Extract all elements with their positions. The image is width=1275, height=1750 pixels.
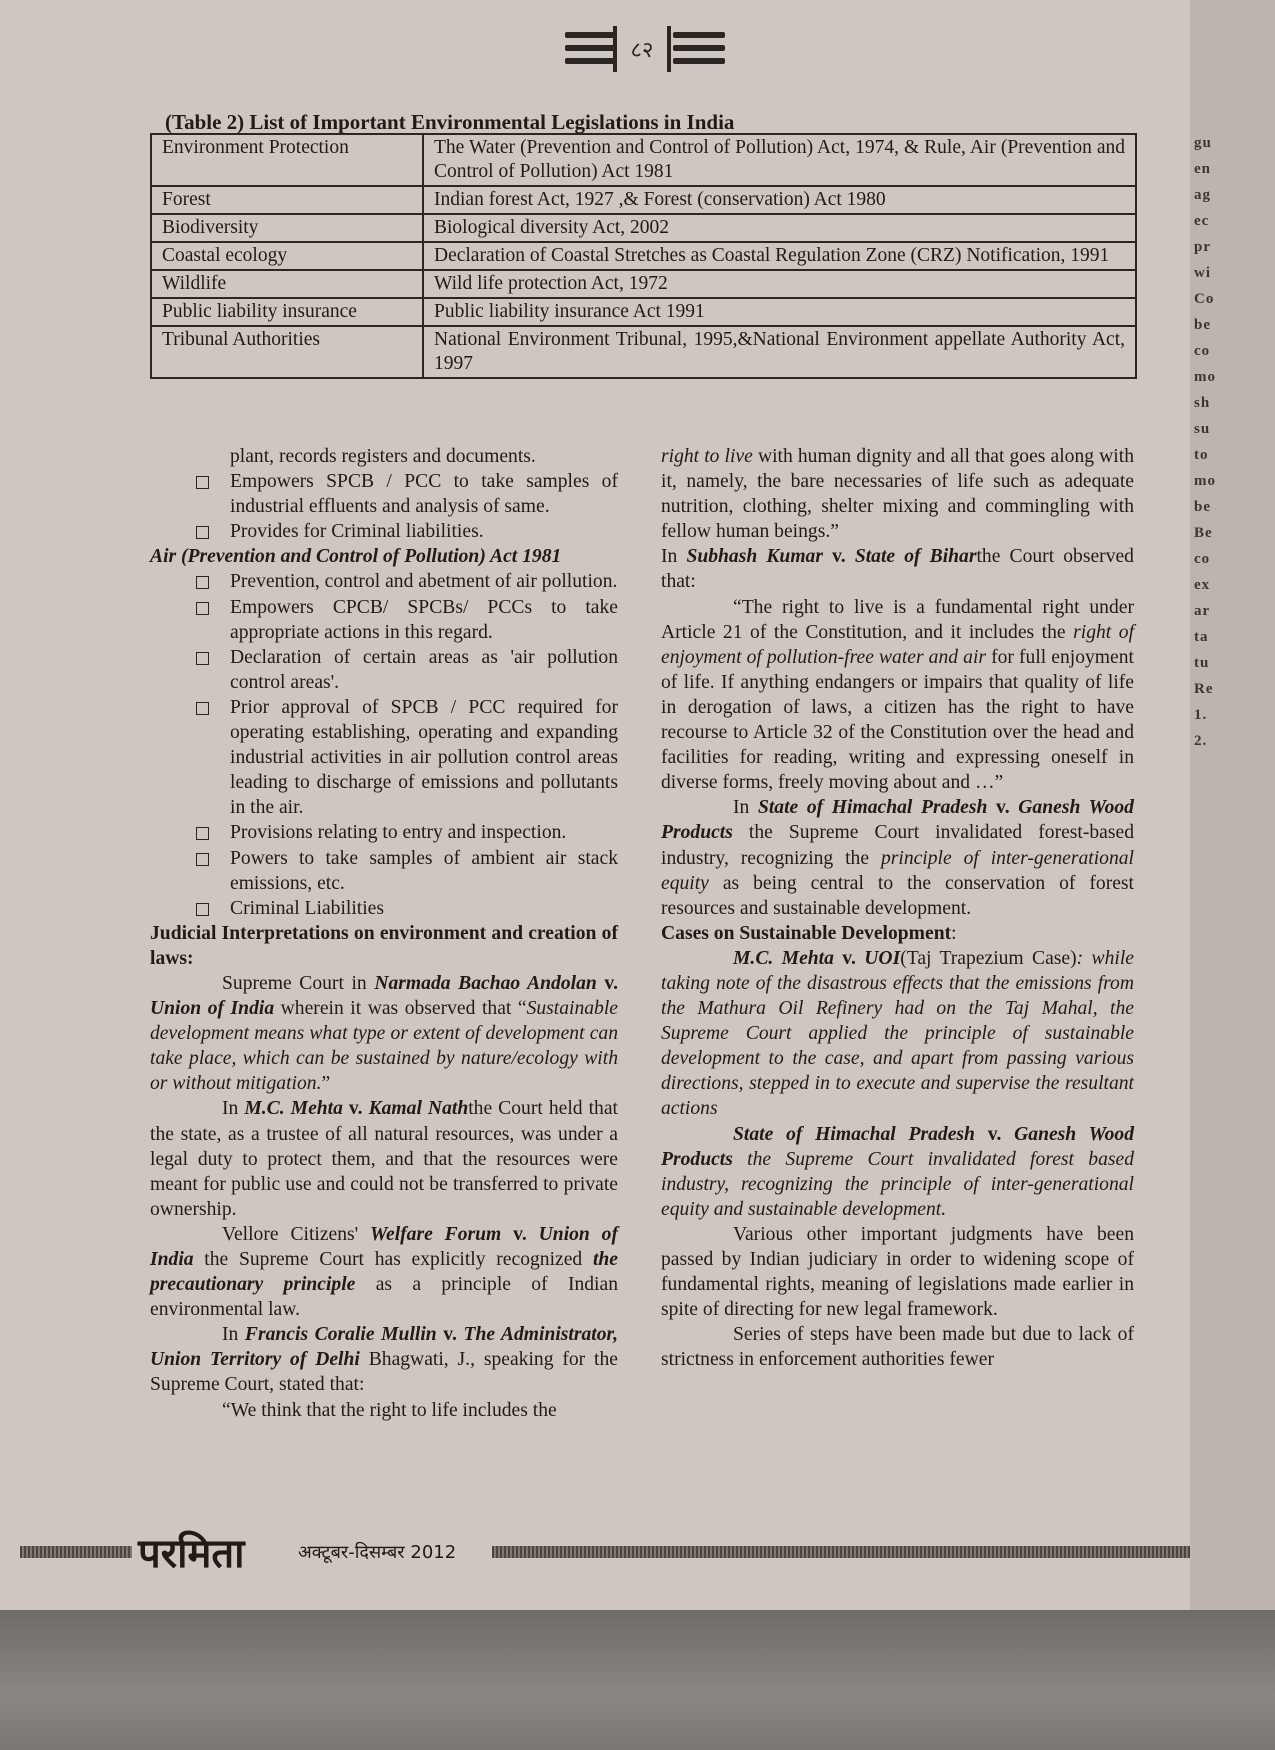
header-ornament-right [673,32,725,66]
table-cell-legislation: Indian forest Act, 1927 ,& Forest (conservation) Act 1980 [423,186,1136,214]
adjacent-page-fragment: mo [1194,369,1216,385]
judicial-heading: Judicial Interpretations on environment and creation of laws: [150,922,618,969]
adjacent-page-fragment: Co [1194,291,1215,307]
ganesh-wood-repeat-paragraph: State of Himachal Pradesh v. Ganesh Wood Products the Supreme Court invalidated forest based industry, recognizing the principle of inter-generational equity and sustainable development. [661,1123,1134,1220]
adjacent-page-fragment: ec [1194,213,1210,229]
checkbox-bullet-icon [196,476,209,489]
cases-heading: Cases on Sustainable Development: [661,922,957,944]
table-cell-area: Coastal ecology [151,242,423,270]
table-cell-legislation: Biological diversity Act, 2002 [423,214,1136,242]
scan-shadow [0,1610,1275,1750]
footer-stripe-right [492,1546,1190,1558]
bullet-item [150,820,618,845]
table-cell-legislation: The Water (Prevention and Control of Pollution) Act, 1974, & Rule, Air (Prevention and Control of Pollution) Act 1981 [423,134,1136,186]
table-cell-area: Biodiversity [151,214,423,242]
table-cell-legislation: Declaration of Coastal Stretches as Coastal Regulation Zone (CRZ) Notification, 1991 [423,242,1136,270]
adjacent-page-fragment: co [1194,343,1211,359]
page-footer [0,1518,1190,1580]
checkbox-bullet-icon [196,652,209,665]
bullet-item [150,645,618,695]
checkbox-bullet-icon [196,602,209,615]
bullet-item [150,595,618,645]
header-bracket-left [613,26,617,72]
bullet-text: Empowers CPCB/ SPCBs/ PCCs to take appropriate actions in this regard. [230,596,618,643]
adjacent-page-fragment: su [1194,421,1211,437]
adjacent-page-fragment: gu [1194,135,1212,151]
table-cell-legislation: Wild life protection Act, 1972 [423,270,1136,298]
vellore-paragraph: Vellore Citizens' Welfare Forum v. Union of India the Supreme Court has explicitly recognized the precautionary principle as a principle of Indian environmental law. [150,1223,619,1321]
bullet-item [150,896,618,921]
bullet-item [150,569,618,594]
adjacent-page-fragment: co [1194,551,1211,567]
issue-date: अक्टूबर-दिसम्बर 2012 [298,1542,457,1563]
francis-paragraph: In Francis Coralie Mullin v. The Administrator, Union Territory of Delhi Bhagwati, J., speaking for the Supreme Court, stated that: [150,1324,618,1396]
adjacent-page-fragment: Be [1194,525,1213,541]
table-cell-area: Public liability insurance [151,298,423,326]
table-cell-area: Environment Protection [151,134,423,186]
adjacent-page-fragment: be [1194,317,1211,333]
adjacent-page-fragment: tu [1194,655,1210,671]
checkbox-bullet-icon [196,702,209,715]
taj-trapezium-paragraph: M.C. Mehta v. UOI(Taj Trapezium Case): while taking note of the disastrous effects that the emissions from the Mathura Oil Refinery had on the Taj Mahal, the Supreme Court applied the principle of sustainable development to the case, and apart from passing various directions, stepped in to execute and supervise the resultant actions [661,947,1134,1120]
table-row [151,214,1136,242]
series-of-steps-paragraph: Series of steps have been made but due to lack of strictness in enforcement authorities fewer [661,1324,1134,1371]
adjacent-page-fragment: ex [1194,577,1211,593]
narmada-paragraph: Supreme Court in Narmada Bachao Andolan v. Union of India wherein it was observed that “Sustainable development means what type or extent of development can take place, which can be sustained by nature/ecology with or without mitigation.” [150,972,618,1095]
adjacent-page-fragment: 2. [1194,733,1208,749]
air-act-bullets [150,569,618,920]
adjacent-page-fragment: ta [1194,629,1209,645]
adjacent-page-fragments [1194,130,1254,754]
bullet-text: Provisions relating to entry and inspection. [230,822,567,844]
bullet-text: Prior approval of SPCB / PCC required for operating establishing, operating and expanding industrial activities in air pollution control areas leading to discharge of emissions and pollutants in the air. [230,696,618,819]
header-bracket-right [667,26,671,72]
adjacent-page-fragment: en [1194,161,1211,177]
adjacent-page-fragment: ar [1194,603,1211,619]
table-cell-area: Wildlife [151,270,423,298]
left-column [150,444,618,1423]
footer-stripe-left [20,1546,132,1558]
bullet-item [150,846,618,896]
right-to-live-quote: “The right to live is a fundamental right under Article 21 of the Constitution, and it includes the right of enjoyment of pollution-free water and air for full enjoyment of life. If anything endangers or impairs that quality of life in derogation of laws, a citizen has the right to have recourse to Article 32 of the Constitution over the head and facilities for reading, writing and expressing oneself in diverse forms, freely moving about and …” [661,596,1135,794]
adjacent-page-fragment: sh [1194,395,1211,411]
checkbox-bullet-icon [196,903,209,916]
table-cell-legislation: Public liability insurance Act 1991 [423,298,1136,326]
adjacent-page-fragment: 1. [1194,707,1208,723]
subhash-kumar-paragraph: In Subhash Kumar v. State of Biharthe Court observed that: [661,546,1134,593]
bullet-item [150,469,618,519]
water-act-bullets [150,469,618,544]
checkbox-bullet-icon [196,827,209,840]
table-row [151,134,1136,186]
checkbox-bullet-icon [196,526,209,539]
table-row [151,298,1136,326]
bullet-text: Empowers SPCB / PCC to take samples of industrial effluents and analysis of same. [230,471,618,518]
table-row [151,326,1136,378]
adjacent-page-fragment: Re [1194,681,1214,697]
legislation-table [150,133,1137,379]
checkbox-bullet-icon [196,853,209,866]
adjacent-page-fragment: mo [1194,473,1216,489]
bullet-text: Criminal Liabilities [230,897,385,919]
dignity-paragraph: right to live with human dignity and all that goes along with it, namely, the bare necessaries of life such as adequate nutrition, clothing, shelter mixing and commingling with fellow human beings.” [661,446,1134,543]
checkbox-bullet-icon [196,576,209,589]
bullet-item [150,519,618,544]
adjacent-page-fragment: ag [1194,187,1211,203]
adjacent-page-edge [1190,0,1275,1750]
kamal-nath-paragraph: In M.C. Mehta v. Kamal Naththe Court held that the state, as a trustee of all natural resources, was under a legal duty to protect them, and that the resources were meant for public use and could not be transferred to private ownership. [150,1098,618,1220]
right-column [661,444,1134,1372]
adjacent-page-fragment: wi [1194,265,1211,281]
ganesh-wood-paragraph: In State of Himachal Pradesh v. Ganesh Wood Products the Supreme Court invalidated forest-based industry, recognizing the principle of inter-generational equity as being central to the conservation of forest resources and sustainable development. [661,797,1134,919]
table-caption: (Table 2) List of Important Environmental Legislations in India [165,110,735,134]
table-row [151,186,1136,214]
header-ornament-left [565,32,617,66]
bullet-text: Declaration of certain areas as 'air pollution control areas'. [230,646,618,693]
bullet-text: Prevention, control and abetment of air pollution. [230,571,618,593]
bullet-item [150,695,618,820]
table-cell-area: Tribunal Authorities [151,326,423,378]
adjacent-page-fragment: pr [1194,239,1211,255]
adjacent-page-fragment: to [1194,447,1209,463]
table-row [151,242,1136,270]
table-cell-legislation: National Environment Tribunal, 1995,&National Environment appellate Authority Act, 1997 [423,326,1136,378]
continued-line: plant, records registers and documents. [230,446,536,467]
table-cell-area: Forest [151,186,423,214]
air-act-heading: Air (Prevention and Control of Pollution) Act 1981 [150,546,562,568]
page-header [555,22,735,82]
adjacent-page-fragment: be [1194,499,1211,515]
judgments-paragraph: Various other important judgments have been passed by Indian judiciary in order to widening scope of fundamental rights, meaning of legislations made earlier in spite of directing for new legal framework. [661,1223,1134,1321]
bullet-text: Powers to take samples of ambient air stack emissions, etc. [230,847,618,894]
journal-logo: परमिता [138,1531,245,1577]
bullet-text: Provides for Criminal liabilities. [230,521,484,543]
right-to-life-quote: “We think that the right to life includes the [222,1399,557,1421]
page-number: ८२ [630,38,654,63]
table-row [151,270,1136,298]
